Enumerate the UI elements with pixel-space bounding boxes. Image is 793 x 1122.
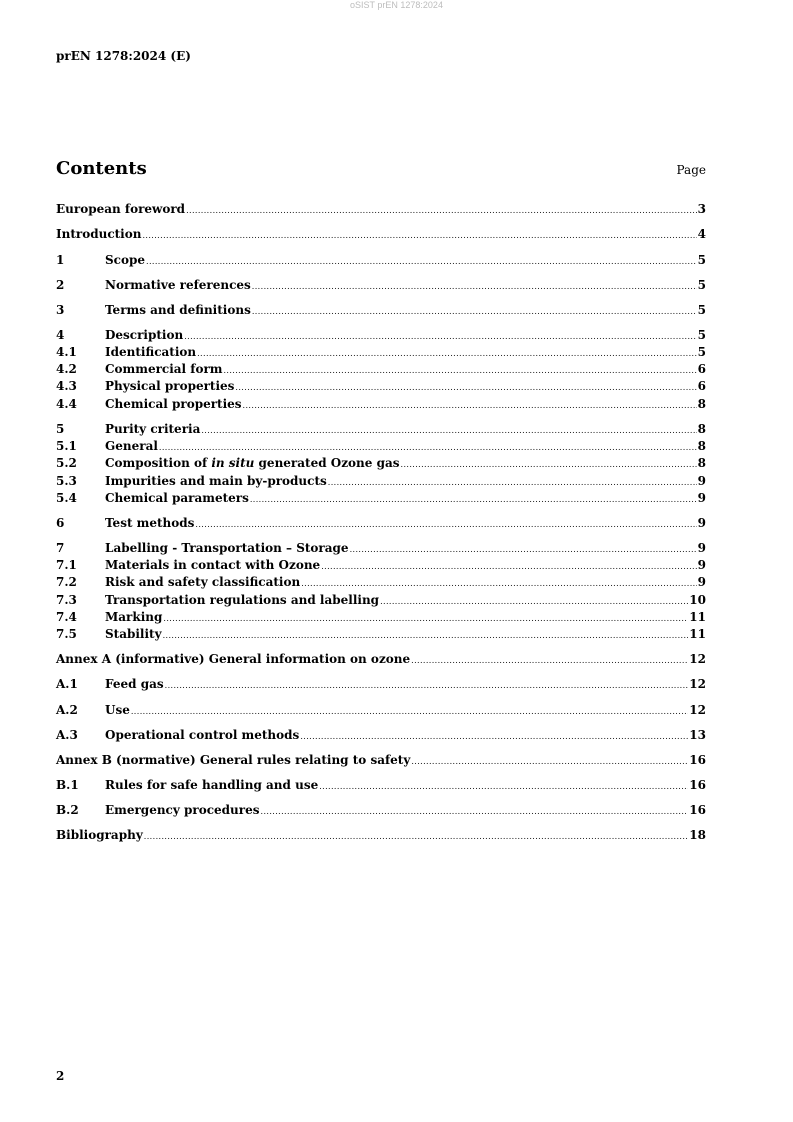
toc-entry[interactable] — [56, 439, 706, 455]
toc-entry-title: Annex B (normative) General rules relating to safety — [56, 753, 411, 767]
toc-entry-number: 5.1 — [56, 439, 77, 453]
toc-entry[interactable] — [56, 303, 706, 319]
toc-entry[interactable] — [56, 627, 706, 643]
toc-entry-number: A.1 — [56, 677, 78, 691]
toc-entry-number: 5.4 — [56, 491, 77, 505]
toc-entry-number: B.2 — [56, 803, 79, 817]
toc-entry-page: 5 — [697, 345, 706, 359]
toc-entry[interactable] — [56, 379, 706, 395]
toc-entry-page: 12 — [689, 703, 706, 717]
toc-entry-number: A.2 — [56, 703, 78, 717]
toc-dot-leader — [186, 206, 697, 215]
toc-dot-leader — [321, 562, 696, 571]
toc-entry-page: 10 — [689, 593, 706, 607]
toc-entry-number: 4.4 — [56, 397, 77, 411]
toc-dot-leader — [165, 681, 689, 690]
toc-entry-page: 8 — [697, 439, 706, 453]
toc-entry-title: Identification — [105, 345, 197, 359]
toc-dot-leader — [159, 443, 697, 452]
toc-entry[interactable] — [56, 593, 706, 609]
toc-entry[interactable] — [56, 397, 706, 413]
toc-dot-leader — [252, 282, 697, 291]
contents-title: Contents — [56, 158, 147, 179]
toc-entry-number: A.3 — [56, 728, 78, 742]
watermark: oSIST prEN 1278:2024 — [350, 0, 443, 10]
toc-entry-page: 9 — [697, 516, 706, 530]
toc-entry-page: 9 — [697, 575, 706, 589]
toc-entry-page: 8 — [697, 456, 706, 470]
toc-entry-page: 5 — [697, 253, 706, 267]
toc-entry-title: Use — [105, 703, 130, 717]
toc-dot-leader — [184, 332, 696, 341]
toc-entry-title: Chemical parameters — [105, 491, 249, 505]
toc-entry-title: General — [105, 439, 158, 453]
toc-entry[interactable] — [56, 362, 706, 378]
toc-entry-title: Introduction — [56, 227, 142, 241]
toc-dot-leader — [146, 257, 697, 266]
toc-entry-title: Emergency procedures — [105, 803, 260, 817]
toc-entry-number: 4.1 — [56, 345, 77, 359]
toc-entry-title: Commercial form — [105, 362, 223, 376]
toc-entry-page: 12 — [689, 677, 706, 691]
toc-entry-title: Chemical properties — [105, 397, 242, 411]
toc-entry-page: 6 — [697, 362, 706, 376]
toc-dot-leader — [235, 383, 696, 392]
toc-entry[interactable] — [56, 202, 706, 218]
toc-entry-number: 2 — [56, 278, 65, 292]
document-id: prEN 1278:2024 (E) — [56, 49, 191, 63]
toc-dot-leader — [350, 545, 697, 554]
toc-dot-leader — [163, 631, 689, 640]
toc-dot-leader — [201, 426, 696, 435]
toc-entry[interactable] — [56, 278, 706, 294]
toc-dot-leader — [163, 614, 688, 623]
toc-entry-title: Feed gas — [105, 677, 164, 691]
toc-entry-page: 3 — [697, 202, 706, 216]
toc-entry-number: 5.3 — [56, 474, 77, 488]
toc-entry-page: 9 — [697, 541, 706, 555]
toc-entry[interactable] — [56, 516, 706, 532]
toc-entry[interactable] — [56, 456, 706, 472]
toc-entry-number: 3 — [56, 303, 65, 317]
toc-entry-title: Transportation regulations and labelling — [105, 593, 380, 607]
toc-entry[interactable] — [56, 474, 706, 490]
toc-entry[interactable] — [56, 227, 706, 243]
toc-entry-title: Normative references — [105, 278, 251, 292]
toc-dot-leader — [401, 460, 697, 469]
toc-entry-number: 4 — [56, 328, 65, 342]
toc-entry-title-italic: in situ — [211, 456, 255, 470]
toc-dot-leader — [144, 832, 689, 841]
toc-entry-number: 7.4 — [56, 610, 77, 624]
toc-entry[interactable] — [56, 728, 706, 744]
toc-entry[interactable] — [56, 253, 706, 269]
toc-entry-page: 9 — [697, 474, 706, 488]
toc-entry-number: 5.2 — [56, 456, 77, 470]
toc-dot-leader — [243, 401, 697, 410]
toc-entry-page: 8 — [697, 422, 706, 436]
toc-entry-page: 8 — [697, 397, 706, 411]
toc-entry-title: Impurities and main by-products — [105, 474, 327, 488]
toc-dot-leader — [319, 782, 688, 791]
toc-entry-title-part: Composition of — [105, 456, 212, 470]
toc-entry-page: 5 — [697, 278, 706, 292]
toc-entry[interactable] — [56, 803, 706, 819]
toc-entry-title: Purity criteria — [105, 422, 201, 436]
toc-entry-number: 7.5 — [56, 627, 77, 641]
toc-entry[interactable] — [56, 541, 706, 557]
toc-dot-leader — [252, 307, 697, 316]
toc-entry-page: 11 — [689, 610, 706, 624]
toc-entry-title: Bibliography — [56, 828, 143, 842]
toc-entry-number: 7.1 — [56, 558, 77, 572]
toc-dot-leader — [300, 732, 688, 741]
toc-entry-page: 4 — [697, 227, 706, 241]
toc-entry-number: 1 — [56, 253, 65, 267]
toc-entry[interactable] — [56, 575, 706, 591]
toc-entry-page: 16 — [689, 803, 706, 817]
toc-entry-number: 4.3 — [56, 379, 77, 393]
toc-entry-title: Physical properties — [105, 379, 235, 393]
toc-entry-page: 11 — [689, 627, 706, 641]
toc-dot-leader — [411, 757, 688, 766]
toc-entry-title: Description — [105, 328, 184, 342]
toc-entry-page: 16 — [689, 753, 706, 767]
toc-entry-number: 7.3 — [56, 593, 77, 607]
toc-entry-title — [105, 456, 400, 470]
toc-entry-page: 6 — [697, 379, 706, 393]
toc-entry-page: 18 — [689, 828, 706, 842]
toc-entry-number: 6 — [56, 516, 65, 530]
toc-entry-title: Labelling - Transportation – Storage — [105, 541, 349, 555]
toc-dot-leader — [411, 656, 688, 665]
toc-entry-title: Risk and safety classification — [105, 575, 301, 589]
toc-entry-title: Marking — [105, 610, 163, 624]
toc-entry-title: Rules for safe handling and use — [105, 778, 319, 792]
toc-entry-title: Terms and definitions — [105, 303, 251, 317]
toc-dot-leader — [223, 366, 696, 375]
toc-entry-title: Materials in contact with Ozone — [105, 558, 321, 572]
toc-entry-title: Annex A (informative) General information on ozone — [56, 652, 411, 666]
toc-entry-title: Scope — [105, 253, 146, 267]
toc-entry-number: 7 — [56, 541, 65, 555]
toc-entry-title: Operational control methods — [105, 728, 300, 742]
toc-dot-leader — [250, 495, 697, 504]
toc-entry[interactable] — [56, 677, 706, 693]
toc-entry[interactable] — [56, 328, 706, 344]
toc-entry-number: 5 — [56, 422, 65, 436]
toc-entry-page: 5 — [697, 303, 706, 317]
toc-entry-number: 7.2 — [56, 575, 77, 589]
toc-dot-leader — [380, 597, 688, 606]
toc-entry[interactable] — [56, 491, 706, 507]
toc-entry-page: 12 — [689, 652, 706, 666]
toc-entry-page: 9 — [697, 491, 706, 505]
toc-entry[interactable] — [56, 610, 706, 626]
toc-dot-leader — [195, 520, 696, 529]
toc-entry-title: Stability — [105, 627, 162, 641]
toc-dot-leader — [301, 579, 696, 588]
toc-entry-page: 13 — [689, 728, 706, 742]
page-column-label: Page — [676, 163, 706, 177]
toc-entry-number: B.1 — [56, 778, 79, 792]
toc-entry[interactable] — [56, 422, 706, 438]
toc-entry[interactable] — [56, 828, 706, 844]
toc-dot-leader — [261, 807, 689, 816]
toc-entry[interactable] — [56, 703, 706, 719]
toc-entry-title: European foreword — [56, 202, 186, 216]
toc-dot-leader — [131, 707, 688, 716]
toc-entry[interactable] — [56, 558, 706, 574]
toc-entry[interactable] — [56, 753, 706, 769]
toc-dot-leader — [328, 478, 697, 487]
toc-entry-page: 9 — [697, 558, 706, 572]
toc-entry-page: 16 — [689, 778, 706, 792]
toc-entry[interactable] — [56, 652, 706, 668]
toc-dot-leader — [197, 349, 697, 358]
toc-entry-number: 4.2 — [56, 362, 77, 376]
toc-entry-page: 5 — [697, 328, 706, 342]
toc-entry[interactable] — [56, 345, 706, 361]
toc-entry-title-part: generated Ozone gas — [254, 456, 400, 470]
toc-entry-title: Test methods — [105, 516, 195, 530]
toc-dot-leader — [142, 231, 696, 240]
toc-entry[interactable] — [56, 778, 706, 794]
page-number: 2 — [56, 1069, 65, 1083]
